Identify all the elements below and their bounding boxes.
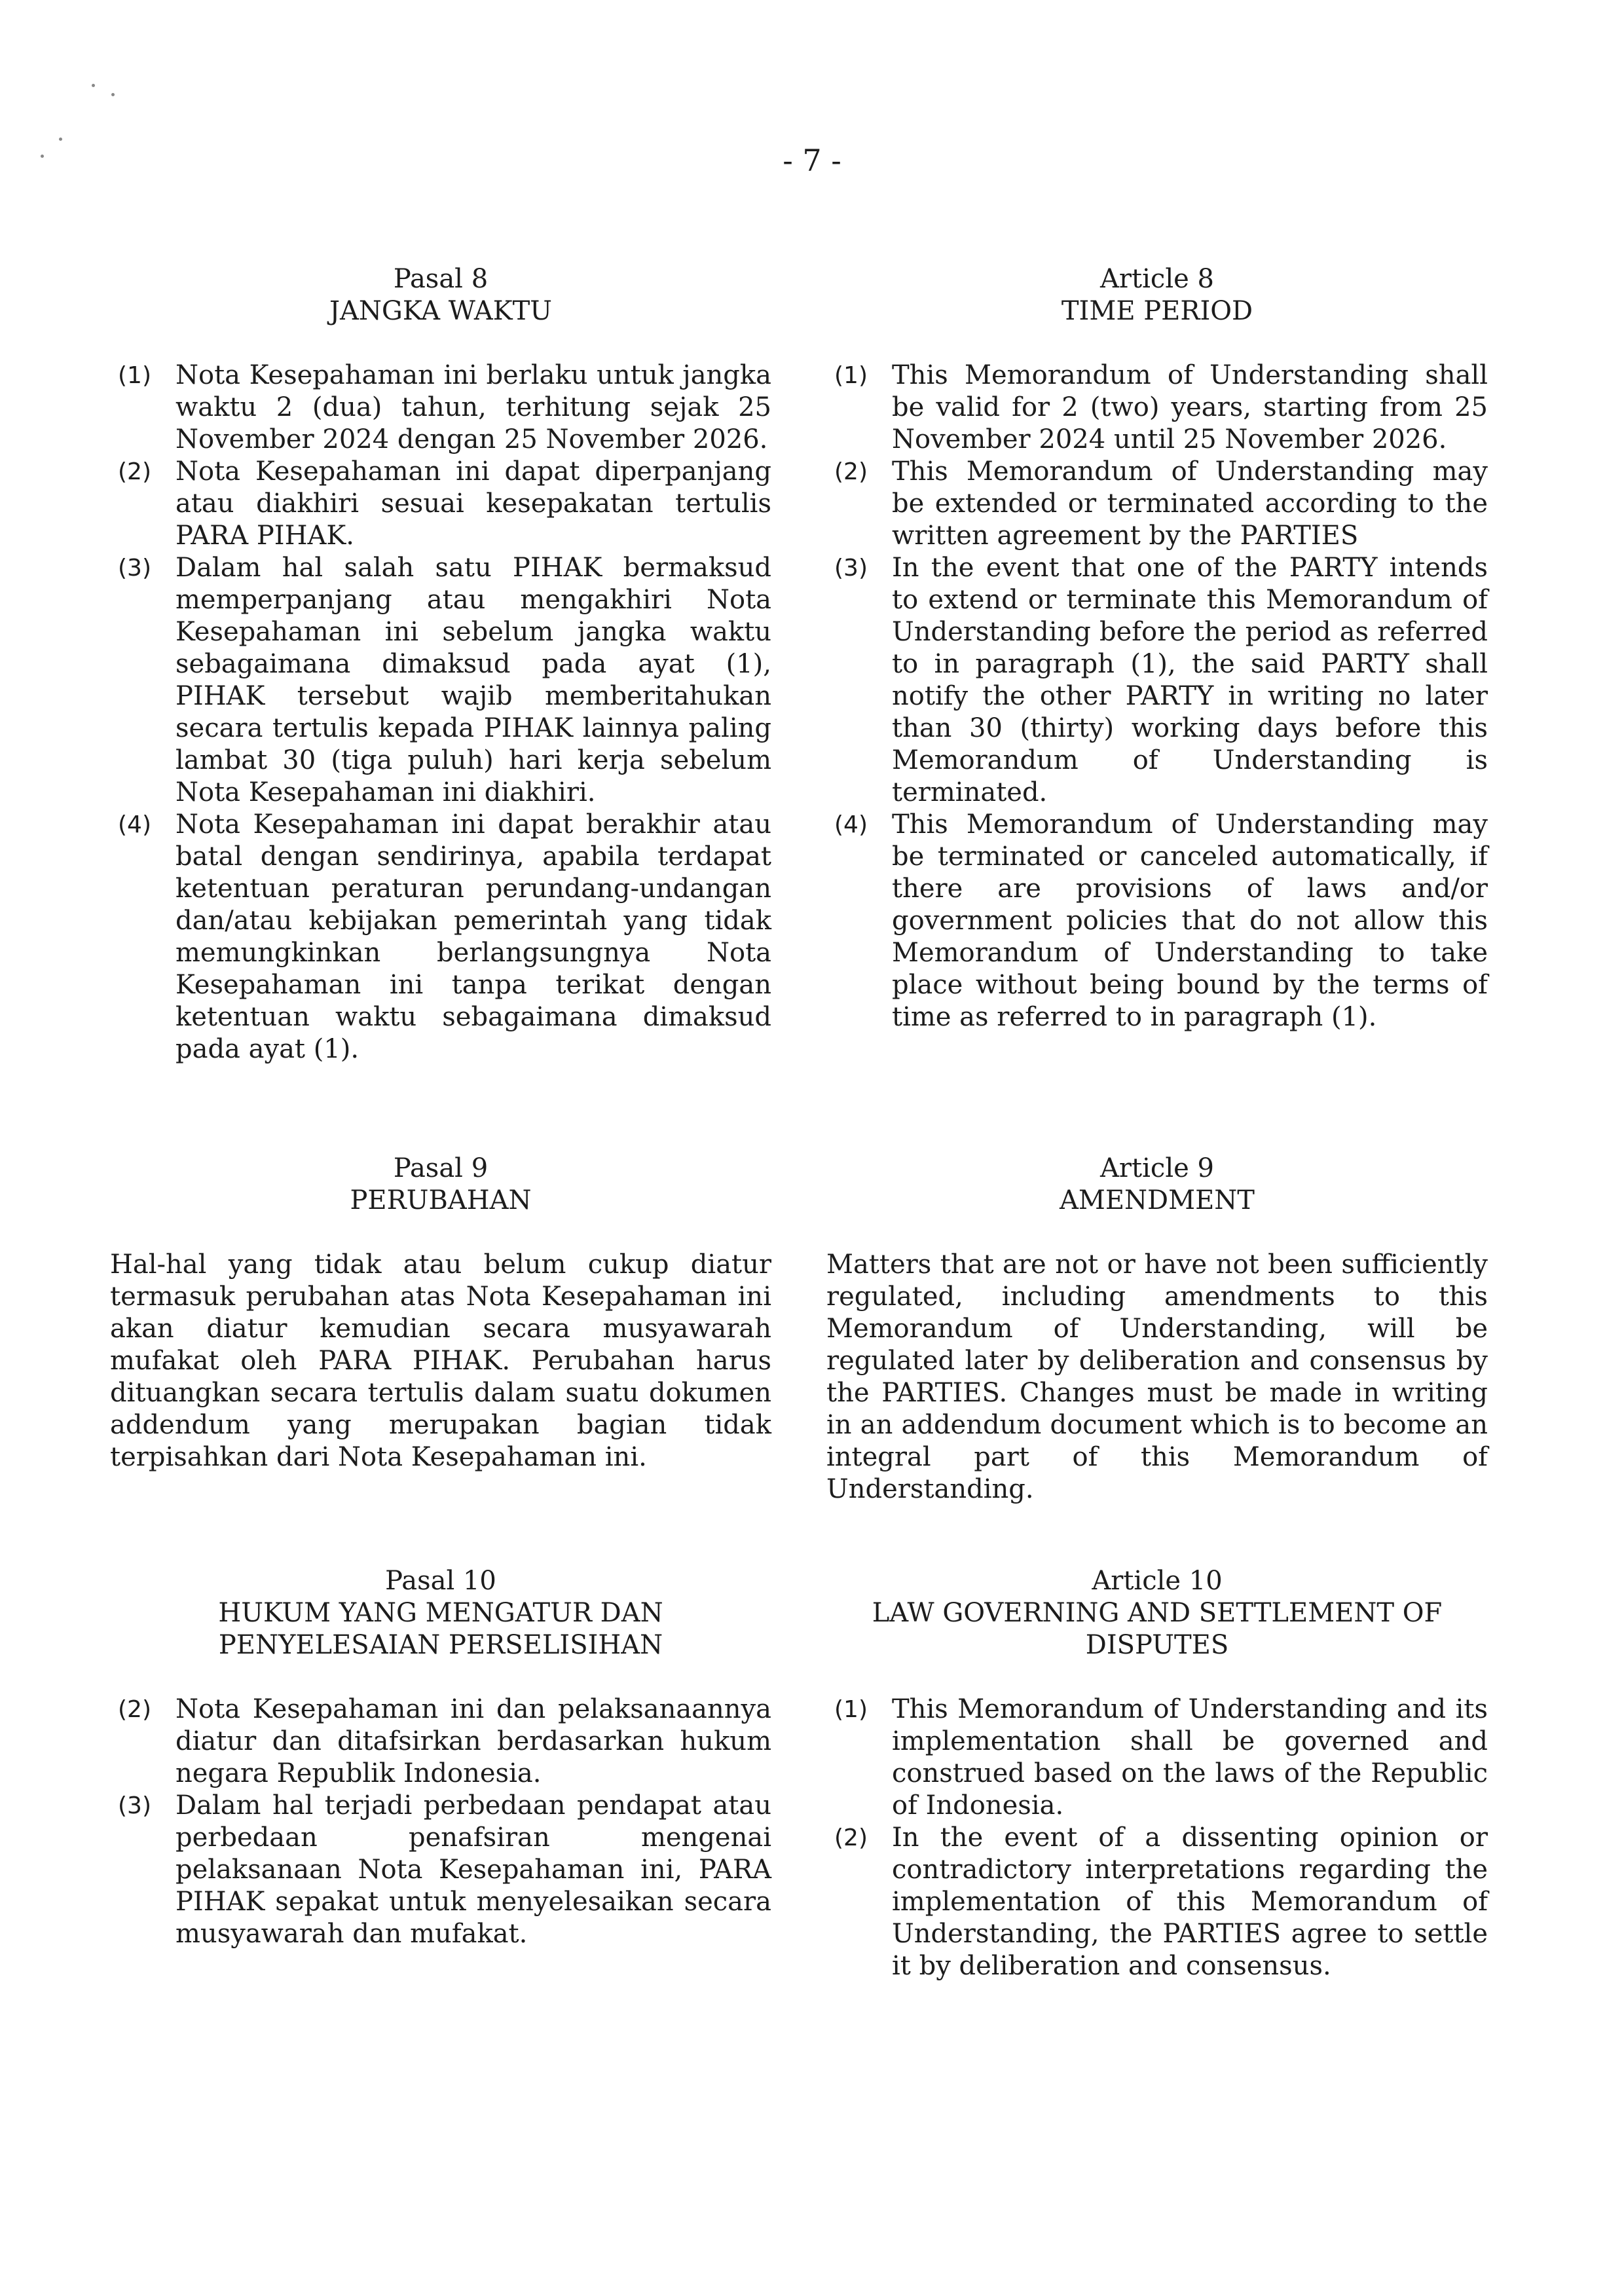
clause-text: This Memorandum of Understanding and its implementation shall be governed and construed based on the laws of the Republic of Indonesia. (892, 1694, 1488, 1821)
clause-text: Nota Kesepahaman ini dan pelaksanaannya diatur dan ditafsirkan berdasarkan hukum negara Republik Indonesia. (175, 1694, 771, 1788)
scan-speck (92, 84, 95, 87)
section-paragraph: Matters that are not or have not been sufficiently regulated, including amendments to this Memorandum of Understanding, will be regulated later by deliberation and consensus by the PARTIES. Changes must be made in writing in an addendum document which is to become an integral part of this Memorandum of Understanding. (826, 1250, 1488, 1504)
article-10-section (826, 1565, 1488, 1982)
pasal-8-section (110, 263, 771, 1065)
clause-text: This Memorandum of Understanding may be terminated or canceled automatically, if there are provisions of laws and/or government policies that do not allow this Memorandum of Understanding to take place without being bound by the terms of time as referred to in paragraph (1). (892, 809, 1488, 1032)
section-subtitle: JANGKA WAKTU (329, 296, 553, 326)
section-heading (826, 263, 1488, 327)
section-subtitle: LAW GOVERNING AND SETTLEMENT OF (872, 1598, 1443, 1628)
clause-item (826, 552, 1488, 809)
clause-item (826, 1694, 1488, 1822)
article-9-section (826, 1153, 1488, 1506)
clause-item (110, 360, 771, 456)
clause-item (110, 809, 771, 1065)
section-title: Pasal 9 (393, 1153, 489, 1183)
clause-item (826, 809, 1488, 1033)
section-title: Article 8 (1100, 264, 1214, 294)
clause-text: Nota Kesepahaman ini dapat diperpanjang atau diakhiri sesuai kesepakatan tertulis PARA PIHAK. (175, 456, 771, 551)
section-paragraph: Hal-hal yang tidak atau belum cukup diatur termasuk perubahan atas Nota Kesepahaman ini akan diatur kemudian secara musyawarah mufakat oleh PARA PIHAK. Perubahan harus dituangkan secara tertulis dalam suatu dokumen addendum yang merupakan bagian tidak terpisahkan dari Nota Kesepahaman ini. (110, 1250, 771, 1472)
clause-number: (2) (834, 1824, 868, 1851)
clause-item (110, 1790, 771, 1950)
clause-list (110, 360, 771, 1065)
pasal-9-section (110, 1153, 771, 1473)
clause-number: (3) (118, 1792, 151, 1819)
clause-item (110, 552, 771, 809)
scan-speck (111, 93, 115, 96)
clause-number: (1) (834, 362, 868, 389)
clause-number: (2) (118, 458, 151, 485)
clause-number: (4) (118, 811, 151, 838)
clause-text: Dalam hal salah satu PIHAK bermaksud memperpanjang atau mengakhiri Nota Kesepahaman ini sebelum jangka waktu sebagaimana dimaksud pada ayat (1), PIHAK tersebut wajib memberitahukan secara tertulis kepada PIHAK lainnya paling lambat 30 (tiga puluh) hari kerja sebelum Nota Kesepahaman ini diakhiri. (175, 553, 771, 807)
section-heading (826, 1153, 1488, 1217)
section-subtitle: PENYELESAIAN PERSELISIHAN (218, 1630, 663, 1660)
clause-text: Dalam hal terjadi perbedaan pendapat atau perbedaan penafsiran mengenai pelaksanaan Nota Kesepahaman ini, PARA PIHAK sepakat untuk menyelesaikan secara musyawarah dan mufakat. (175, 1790, 771, 1949)
section-subtitle: HUKUM YANG MENGATUR DAN (218, 1598, 663, 1628)
page-number: - 7 - (783, 143, 841, 178)
clause-text: This Memorandum of Understanding may be extended or terminated according to the written agreement by the PARTIES (892, 456, 1488, 551)
section-subtitle: PERUBAHAN (350, 1185, 532, 1215)
clause-text: In the event that one of the PARTY intends to extend or terminate this Memorandum of Understanding before the period as referred to in paragraph (1), the said PARTY shall notify the other PARTY in writing no later than 30 (thirty) working days before this Memorandum of Understanding is terminated. (892, 553, 1488, 807)
section-heading (110, 1153, 771, 1217)
clause-list (110, 1694, 771, 1950)
clause-list (826, 360, 1488, 1033)
clause-text: This Memorandum of Understanding shall be valid for 2 (two) years, starting from 25 November 2024 until 25 November 2026. (892, 360, 1488, 454)
scan-speck (59, 138, 62, 141)
article-8-section (826, 263, 1488, 1033)
clause-text: In the event of a dissenting opinion or contradictory interpretations regarding the implementation of this Memorandum of Understanding, the PARTIES agree to settle it by deliberation and consensus. (892, 1823, 1488, 1981)
clause-item (110, 1694, 771, 1790)
pasal-10-section (110, 1565, 771, 1950)
clause-number: (3) (118, 555, 151, 582)
clause-text: Nota Kesepahaman ini berlaku untuk jangka waktu 2 (dua) tahun, terhitung sejak 25 November 2024 dengan 25 November 2026. (175, 360, 771, 454)
clause-number: (4) (834, 811, 868, 838)
section-title: Pasal 10 (385, 1566, 496, 1596)
section-title: Article 9 (1100, 1153, 1214, 1183)
section-heading (826, 1565, 1488, 1661)
section-subtitle: TIME PERIOD (1061, 296, 1253, 326)
clause-number: (2) (118, 1696, 151, 1723)
clause-number: (2) (834, 458, 868, 485)
clause-list (826, 1694, 1488, 1982)
clause-item (826, 360, 1488, 456)
clause-item (826, 456, 1488, 552)
section-title: Pasal 8 (393, 264, 489, 294)
clause-item (826, 1822, 1488, 1982)
section-subtitle: DISPUTES (1085, 1630, 1229, 1660)
clause-number: (3) (834, 555, 868, 582)
section-heading (110, 1565, 771, 1661)
clause-text: Nota Kesepahaman ini dapat berakhir atau batal dengan sendirinya, apabila terdapat ketentuan peraturan perundang-undangan dan/atau kebijakan pemerintah yang tidak memungkinkan berlangsungnya Nota Kesepahaman ini tanpa terikat dengan ketentuan waktu sebagaimana dimaksud pada ayat (1). (175, 809, 771, 1064)
section-subtitle: AMENDMENT (1060, 1185, 1255, 1215)
section-heading (110, 263, 771, 327)
clause-number: (1) (118, 362, 151, 389)
clause-number: (1) (834, 1696, 868, 1723)
section-title: Article 10 (1092, 1566, 1223, 1596)
clause-item (110, 456, 771, 552)
